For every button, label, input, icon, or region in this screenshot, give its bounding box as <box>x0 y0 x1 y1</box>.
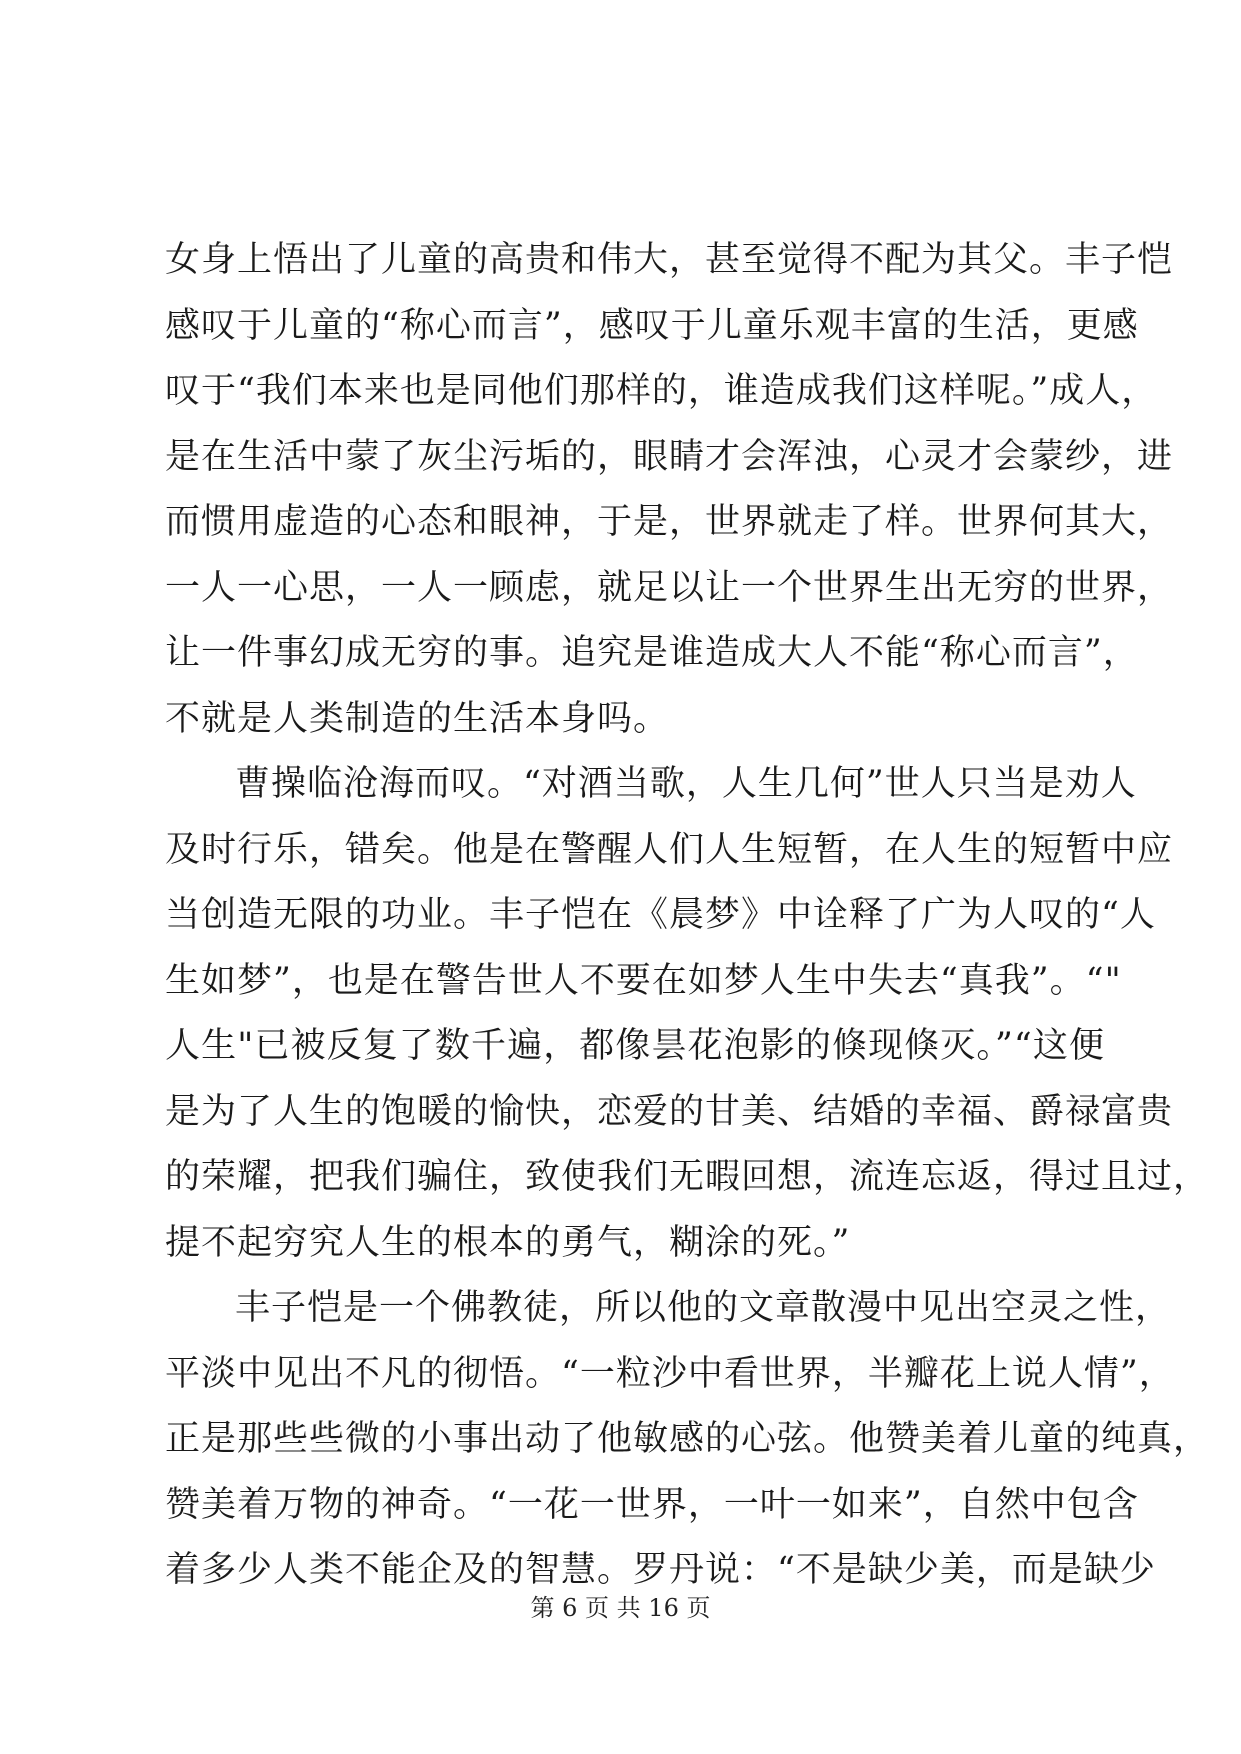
text-line: 一人一心思，一人一顾虑，就足以让一个世界生出无穷的世界， <box>165 567 1174 608</box>
text-line: 而惯用虚造的心态和眼神，于是，世界就走了样。世界何其大， <box>165 502 1174 542</box>
text-line: 及时行乐，错矣。他是在警醒人们人生短暂，在人生的短暂中应 <box>165 829 1174 870</box>
text-line: 当创造无限的功业。丰子恺在《晨梦》中诠释了广为人叹的“人 <box>165 895 1156 935</box>
body-text <box>165 228 1210 1604</box>
text-line: 让一件事幻成无穷的事。追究是谁造成大人不能“称心而言”， <box>165 633 1139 673</box>
text-line: 是为了人生的饱暖的愉快，恋爱的甘美、结婚的幸福、爵禄富贵 <box>165 1091 1174 1132</box>
text-line: 正是那些些微的小事出动了他敏感的心弦。他赞美着儿童的纯真， <box>165 1419 1210 1459</box>
text-line: 的荣耀，把我们骗住，致使我们无暇回想，流连忘返，得过且过， <box>165 1157 1210 1197</box>
text-line: 赞美着万物的神奇。“一花一世界，一叶一如来”，自然中包含 <box>165 1484 1139 1525</box>
paragraph-start-line: 丰子恺是一个佛教徒，所以他的文章散漫中见出空灵之性， <box>235 1288 1172 1328</box>
page-number-footer: 第 6 页 共 16 页 <box>530 1594 711 1622</box>
text-line: 女身上悟出了儿童的高贵和伟大，甚至觉得不配为其父。丰子恺 <box>165 240 1174 280</box>
text-line: 生如梦”，也是在警告世人不要在如梦人生中失去“真我”。“" <box>165 960 1122 1001</box>
text-line: 不就是人类制造的生活本身吗。 <box>165 698 670 739</box>
text-line: 着多少人类不能企及的智慧。罗丹说：“不是缺少美，而是缺少 <box>165 1550 1156 1590</box>
text-line: 是在生活中蒙了灰尘污垢的，眼睛才会浑浊，心灵才会蒙纱，进 <box>165 436 1174 477</box>
text-line: 提不起穷究人生的根本的勇气，糊涂的死。” <box>165 1222 851 1263</box>
paragraph-start-line: 曹操临沧海而叹。“对酒当歌，人生几何”世人只当是劝人 <box>235 764 1137 804</box>
text-line: 平淡中见出不凡的彻悟。“一粒沙中看世界，半瓣花上说人情”， <box>165 1353 1175 1394</box>
text-line: 人生"已被反复了数千遍，都像昙花泡影的倏现倏灭。”“这便 <box>165 1026 1105 1066</box>
text-line: 感叹于儿童的“称心而言”，感叹于儿童乐观丰富的生活，更感 <box>165 305 1139 346</box>
text-line: 叹于“我们本来也是同他们那样的，谁造成我们这样呢。”成人， <box>165 371 1158 411</box>
